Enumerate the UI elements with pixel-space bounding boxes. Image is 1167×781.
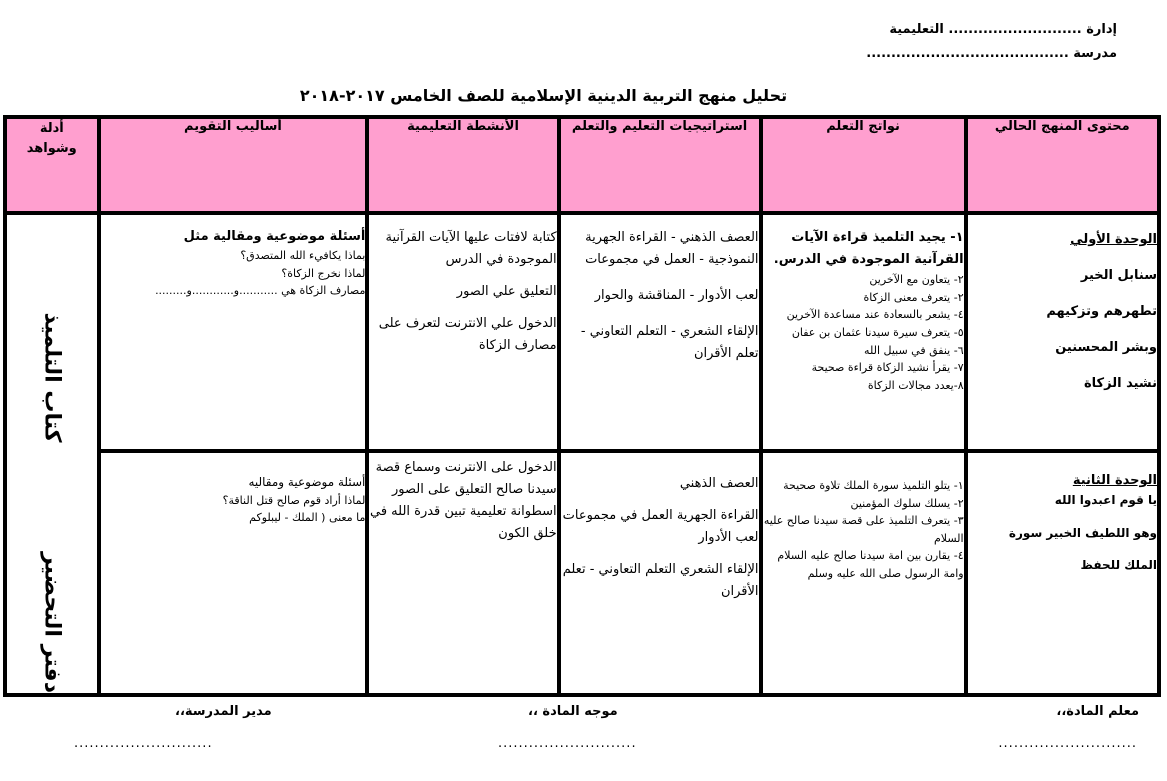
assessment-main: أسئلة موضوعية ومقالية مثل <box>183 229 366 244</box>
table-row <box>5 213 1159 451</box>
supervisor-signature-line: ........................... <box>498 736 637 751</box>
outcome-main: ١- يجيد التلميذ قراءة الآيات القرآنية الموجودة في الدرس. <box>773 230 964 268</box>
header-strategies: استراتيجيات التعليم والتعلم <box>559 117 761 213</box>
unit-title: الوحدة الأولي <box>1070 232 1157 247</box>
teacher-signature-label: معلم المادة،، <box>1056 704 1139 719</box>
row2-assessment <box>99 451 368 695</box>
header-evidence-line2: وشواهد <box>26 140 77 156</box>
teacher-signature-line: ........................... <box>998 736 1137 751</box>
document-title: تحليل منهج التربية الدينية الإسلامية للصف الخامس ٢٠١٧-٢٠١٨ <box>299 86 788 105</box>
table-row <box>5 451 1159 695</box>
assessment-item: لماذا نخرج الزكاة؟ <box>281 266 366 280</box>
lesson-item: وبشر المحسنين <box>1055 340 1157 356</box>
header-evidence <box>5 117 99 213</box>
row1-outcomes <box>761 213 966 451</box>
header-activities: الأنشطة التعليمية <box>367 117 558 213</box>
row2-activities <box>367 451 558 695</box>
side-label-student-book: كتاب التلميذ <box>39 312 65 443</box>
outcome-item: ٨-يعدد مجالات الزكاة <box>867 378 964 392</box>
strategy-item: العصف الذهني - القراءة الجهرية النموذجية - العمل في مجموعات <box>585 230 759 268</box>
header-content: محتوى المنهج الحالي <box>966 117 1159 213</box>
school-line: مدرسة ......................................... <box>866 46 1117 61</box>
supervisor-signature-label: موجه المادة ،، <box>528 704 618 719</box>
lesson-item: نشيد الزكاة <box>1084 376 1157 392</box>
row1-content <box>966 213 1159 451</box>
lesson-item: وهو اللطيف الخبير سورة <box>1008 525 1157 540</box>
lesson-item: تطهرهم وتزكيهم <box>1046 304 1157 320</box>
row1-strategies <box>559 213 761 451</box>
header-evidence-line1: أدلة <box>39 121 64 136</box>
outcome-item: ٢- يسلك سلوك المؤمنين <box>850 496 964 510</box>
strategy-item: لعب الأدوار - المناقشة والحوار <box>594 288 759 304</box>
strategy-item: العصف الذهني <box>679 476 759 491</box>
activity-item: الدخول على الانترنت وسماع قصة سيدنا صالح التعليق على الصور اسطوانة تعليمية تبين قدرة الله في خلق الكون <box>369 460 557 542</box>
assessment-item: ما معنى ( الملك - ليبلوكم <box>249 511 366 525</box>
unit-title: الوحدة الثانية <box>1072 473 1157 488</box>
header-row <box>5 117 1159 213</box>
row1-assessment <box>99 213 368 451</box>
outcome-item: ٦- ينفق في سبيل الله <box>864 343 964 357</box>
strategy-item: القراءة الجهرية العمل في مجموعات لعب الأدوار <box>562 508 759 546</box>
curriculum-analysis-table <box>3 115 1161 697</box>
assessment-main: أسئلة موضوعية ومقاليه <box>248 475 366 489</box>
header-assessment: أساليب التقويم <box>99 117 368 213</box>
strategy-item: الإلقاء الشعري - التعلم التعاوني - تعلم الأقران <box>580 324 759 362</box>
lesson-item: يا قوم اعبدوا الله <box>1054 493 1157 508</box>
header-outcomes: نواتج التعلم <box>761 117 966 213</box>
outcome-item: ٢- يتعاون مع الآخرين <box>869 273 964 287</box>
principal-signature-label: مدير المدرسة،، <box>175 704 272 719</box>
strategy-item: الإلقاء الشعري التعلم التعاوني - تعلم الأقران <box>562 562 759 600</box>
evidence-cell <box>5 213 99 695</box>
outcome-item: ١- يتلو التلميذ سورة الملك تلاوة صحيحة <box>783 479 964 492</box>
outcome-item: ٤- يقارن بين امة سيدنا صالح عليه السلام وامة الرسول صلى الله عليه وسلم <box>777 549 964 580</box>
outcome-item: ٣- يتعرف التلميذ على قصة سيدنا صالح عليه السلام <box>763 514 964 545</box>
outcome-item: ٢- يتعرف معنى الزكاة <box>863 290 964 304</box>
assessment-item: لماذا أراد قوم صالح قتل الناقة؟ <box>222 493 366 507</box>
lesson-item: الملك للحفظ <box>1080 558 1157 573</box>
outcome-item: ٥- يتعرف سيرة سيدنا عثمان بن عفان <box>791 325 964 339</box>
row1-activities <box>367 213 558 451</box>
lesson-item: سنابل الخير <box>1080 268 1157 284</box>
assessment-item: بماذا يكافيء الله المتصدق؟ <box>240 249 366 263</box>
assessment-item: مصارف الزكاة هي ...........و............و......... <box>155 284 366 298</box>
row2-outcomes <box>761 451 966 695</box>
activity-item: كتابة لافتات عليها الآيات القرآنية الموجودة في الدرس <box>385 230 557 268</box>
row2-content <box>966 451 1159 695</box>
principal-signature-line: ........................... <box>74 736 213 751</box>
side-label-preparation-notebook: دفتر التحضير <box>39 551 65 694</box>
activity-item: الدخول علي الانترنت لتعرف على مصارف الزكاة <box>378 316 557 354</box>
outcome-item: ٤- يشعر بالسعادة عند مساعدة الآخرين <box>786 308 964 322</box>
row2-strategies <box>559 451 761 695</box>
activity-item: التعليق علي الصور <box>456 284 557 300</box>
outcome-item: ٧- يقرأ نشيد الزكاة قراءة صحيحة <box>811 361 964 375</box>
administration-line: إدارة ........................... التعليمية <box>889 22 1117 37</box>
